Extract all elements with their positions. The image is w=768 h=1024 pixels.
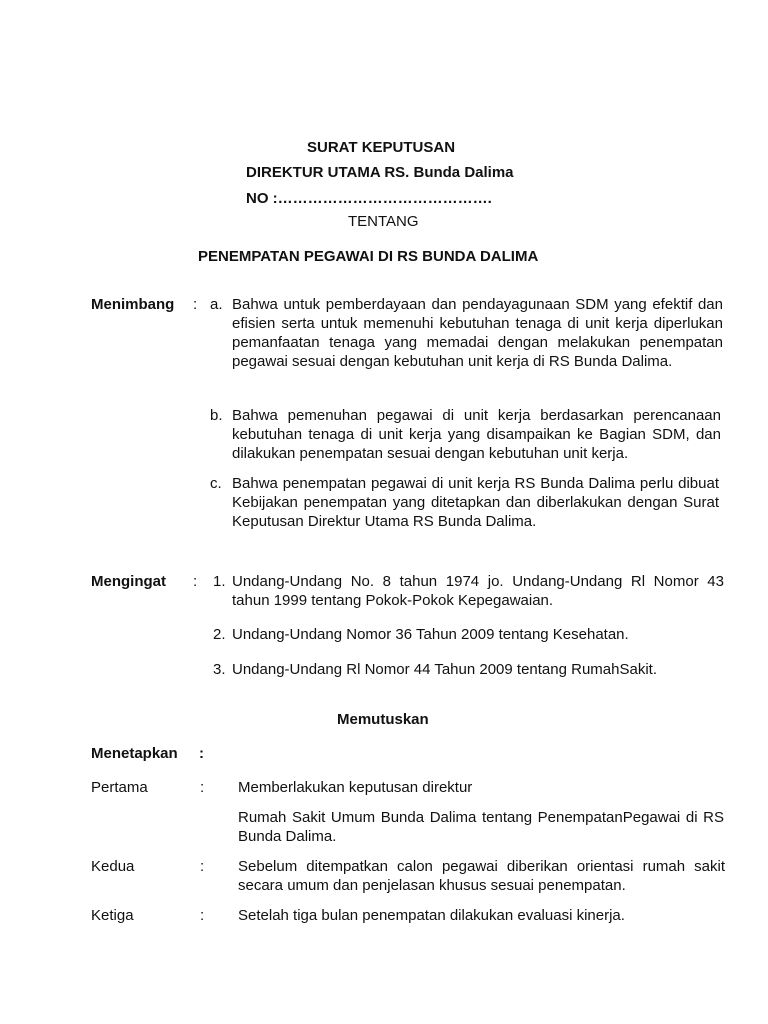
document-title: SURAT KEPUTUSAN xyxy=(307,139,456,156)
menimbang-marker-a: a. xyxy=(210,296,223,313)
mengingat-item-1: Undang-Undang No. 8 tahun 1974 jo. Undang-Undang Rl Nomor 43 tahun 1999 tentang Pokok-Pokok Kepegawaian. xyxy=(232,573,724,609)
about-label: TENTANG xyxy=(348,213,419,230)
menetapkan-label: Menetapkan xyxy=(91,745,178,762)
menimbang-marker-b: b. xyxy=(210,407,223,424)
menimbang-item-b: Bahwa pemenuhan pegawai di unit kerja berdasarkan perencanaan kebutuhan tenaga di unit kerja yang disampaikan ke Bagian SDM, dan dilakukan penempatan sesuai dengan kebutuhan unit kerja. xyxy=(232,407,721,462)
menimbang-marker-c: c. xyxy=(210,475,222,492)
decision-label-kedua: Kedua xyxy=(91,858,135,875)
decision-text-pertama-1: Memberlakukan keputusan direktur xyxy=(238,779,473,796)
document-subject: PENEMPATAN PEGAWAI DI RS BUNDA DALIMA xyxy=(198,248,539,265)
decision-text-kedua: Sebelum ditempatkan calon pegawai diberikan orientasi rumah sakit secara umum dan penjelasan khusus sesuai penempatan. xyxy=(238,858,725,894)
mengingat-marker-1: 1. xyxy=(213,573,226,590)
menimbang-item-c: Bahwa penempatan pegawai di unit kerja RS Bunda Dalima perlu dibuat Kebijakan penempatan yang ditetapkan dan diberlakukan dengan Surat Keputusan Direktur Utama RS Bunda Dalima. xyxy=(232,475,719,530)
mengingat-marker-3: 3. xyxy=(213,661,226,678)
menimbang-colon: : xyxy=(193,296,198,313)
issuer-line: DIREKTUR UTAMA RS. Bunda Dalima xyxy=(246,164,514,181)
mengingat-colon: : xyxy=(193,573,198,590)
mengingat-item-3: Undang-Undang Rl Nomor 44 Tahun 2009 tentang RumahSakit. xyxy=(232,661,657,678)
menimbang-item-a: Bahwa untuk pemberdayaan dan pendayagunaan SDM yang efektif dan efisien serta untuk memenuhi kebutuhan tenaga di unit kerja diperlukan pemanfaatan tenaga yang memadai dengan melakukan penempatan pegawai sesuai dengan kebutuhan unit kerja di RS Bunda Dalima. xyxy=(232,296,723,370)
decision-colon-kedua: : xyxy=(200,858,205,875)
mengingat-marker-2: 2. xyxy=(213,626,226,643)
mengingat-item-2: Undang-Undang Nomor 36 Tahun 2009 tentang Kesehatan. xyxy=(232,626,629,643)
menimbang-label: Menimbang xyxy=(91,296,175,313)
decision-label-pertama: Pertama xyxy=(91,779,148,796)
menetapkan-colon: : xyxy=(199,745,204,762)
decision-colon-ketiga: : xyxy=(200,907,205,924)
mengingat-label: Mengingat xyxy=(91,573,166,590)
decision-text-pertama-2: Rumah Sakit Umum Bunda Dalima tentang PenempatanPegawai di RS Bunda Dalima. xyxy=(238,809,724,845)
decision-colon-pertama: : xyxy=(200,779,205,796)
decision-text-ketiga: Setelah tiga bulan penempatan dilakukan evaluasi kinerja. xyxy=(238,907,625,924)
decision-label-ketiga: Ketiga xyxy=(91,907,134,924)
memutuskan-heading: Memutuskan xyxy=(337,711,429,728)
document-number: NO :……………………………………. xyxy=(246,190,492,207)
